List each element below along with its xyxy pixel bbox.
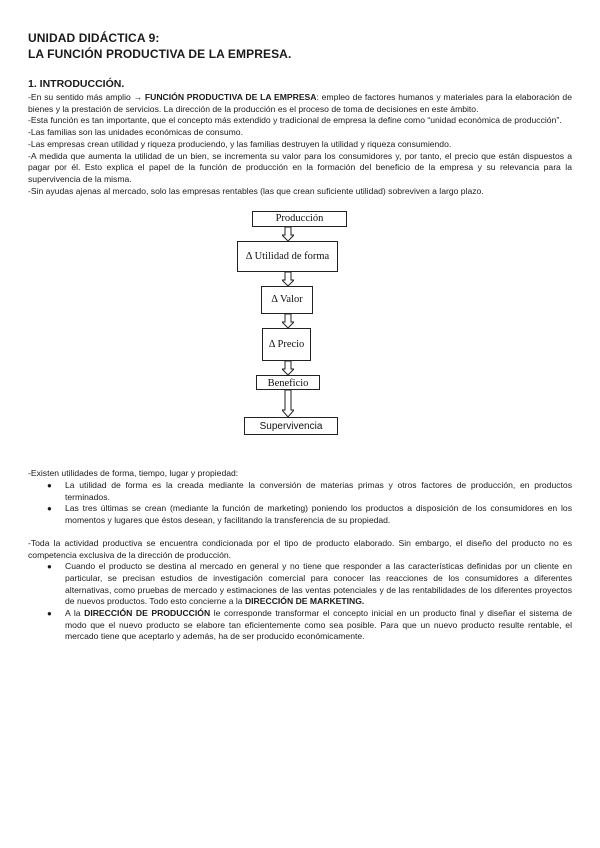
bullet-icon: ● [47,609,52,619]
utility-types-list [28,480,572,527]
flow-box-precio: Δ Precio [262,328,311,361]
definition-text: : empleo de factores humanos y materiales para la elaboración de bienes y la prestación de servicios. La dirección de la producción es el proceso de toma de decisiones en este ámbito. [28,92,572,114]
list-item: ● Cuando el producto se destina al mercado en general y no tiene que responder a las características definidas por un cliente en particular, se precisan estudios de investigación comercial para conocer las reacciones de los consumidores a diferentes alternativas, como pruebas de mercado y estimaciones de las ventas potenciales y de las rentabilidades de los diferentes proyectos de nuevos productos. Todo esto concierne a la DIRECCIÓN DE MARKETING. [47,561,572,607]
document-page [28,30,572,643]
flow-box-beneficio: Beneficio [256,375,320,390]
flow-box-produccion: Producción [252,211,347,227]
paragraph-utility-value: -A medida que aumenta la utilidad de un bien, se incrementa su valor para los consumidores y, por tanto, el precio que están dispuestos a pagar por él. Esto explica el papel de la función de producción en la formación del beneficio de la empresa y su relevancia para la supervivencia de la misma. [28,150,572,184]
section-heading-introduction: 1. INTRODUCCIÓN. [28,78,125,90]
flow-arrow-down-icon [282,361,294,375]
bullet-icon: ● [47,562,52,572]
flow-box-valor: Δ Valor [261,286,313,314]
paragraph-definition [28,92,572,115]
list-item: ● La utilidad de forma es la creada mediante la conversión de materias primas y otros factores de producción, en productos terminados. [47,480,572,502]
flow-arrow-down-icon [282,227,294,241]
flow-arrow-down-long-icon [282,390,294,417]
flow-box-utilidad-de-forma: Δ Utilidad de forma [237,241,338,272]
definition-prefix: -En su sentido más amplio → [28,92,145,102]
product-design-list [28,561,572,643]
bullet-icon: ● [47,481,52,491]
list-item: ● Las tres últimas se crean (mediante la función de marketing) poniendo los productos a disposición de los consumidores en los momentos y lugares que éstos desean, y facilitando la transferencia de su propiedad. [47,503,572,526]
flow-box-supervivencia: Supervivencia [244,417,338,435]
flow-arrow-down-icon [282,272,294,286]
definition-bold-term: FUNCIÓN PRODUCTIVA DE LA EMPRESA [144,92,317,102]
paragraph-companies: -Las empresas crean utilidad y riqueza produciendo, y las familias destruyen la utilidad y riqueza consumiendo. [28,138,452,149]
flowchart-diagram [28,211,572,456]
paragraph-importance: -Esta función es tan importante, que el concepto más extendido y tradicional de empresa la define como “unidad económica de producción”. [28,115,562,126]
paragraph-utility-types: -Existen utilidades de forma, tiempo, lugar y propiedad: [28,468,239,479]
unit-subtitle: LA FUNCIÓN PRODUCTIVA DE LA EMPRESA. [28,47,292,61]
list-item: ● A la DIRECCIÓN DE PRODUCCIÓN le corresponde transformar el concepto inicial en un producto final y diseñar el sistema de modo que el nuevo producto se elabore tan eficientemente como sea posible. Para que un nuevo producto resulte rentable, el mercado tiene que aceptarlo y además, ha de ser producido económicamente. [47,608,572,642]
paragraph-families: -Las familias son las unidades económicas de consumo. [28,127,243,138]
flow-arrow-down-icon [282,314,294,328]
paragraph-profitable-firms: -Sin ayudas ajenas al mercado, solo las empresas rentables (las que crean suficiente utilidad) sobreviven a largo plazo. [28,185,484,196]
unit-title: UNIDAD DIDÁCTICA 9: [28,31,160,45]
bullet-icon: ● [47,504,52,514]
paragraph-product-type: -Toda la actividad productiva se encuentra condicionada por el tipo de producto elaborado. Sin embargo, el diseño del producto no es competencia exclusiva de la dirección de producción. [28,537,572,560]
